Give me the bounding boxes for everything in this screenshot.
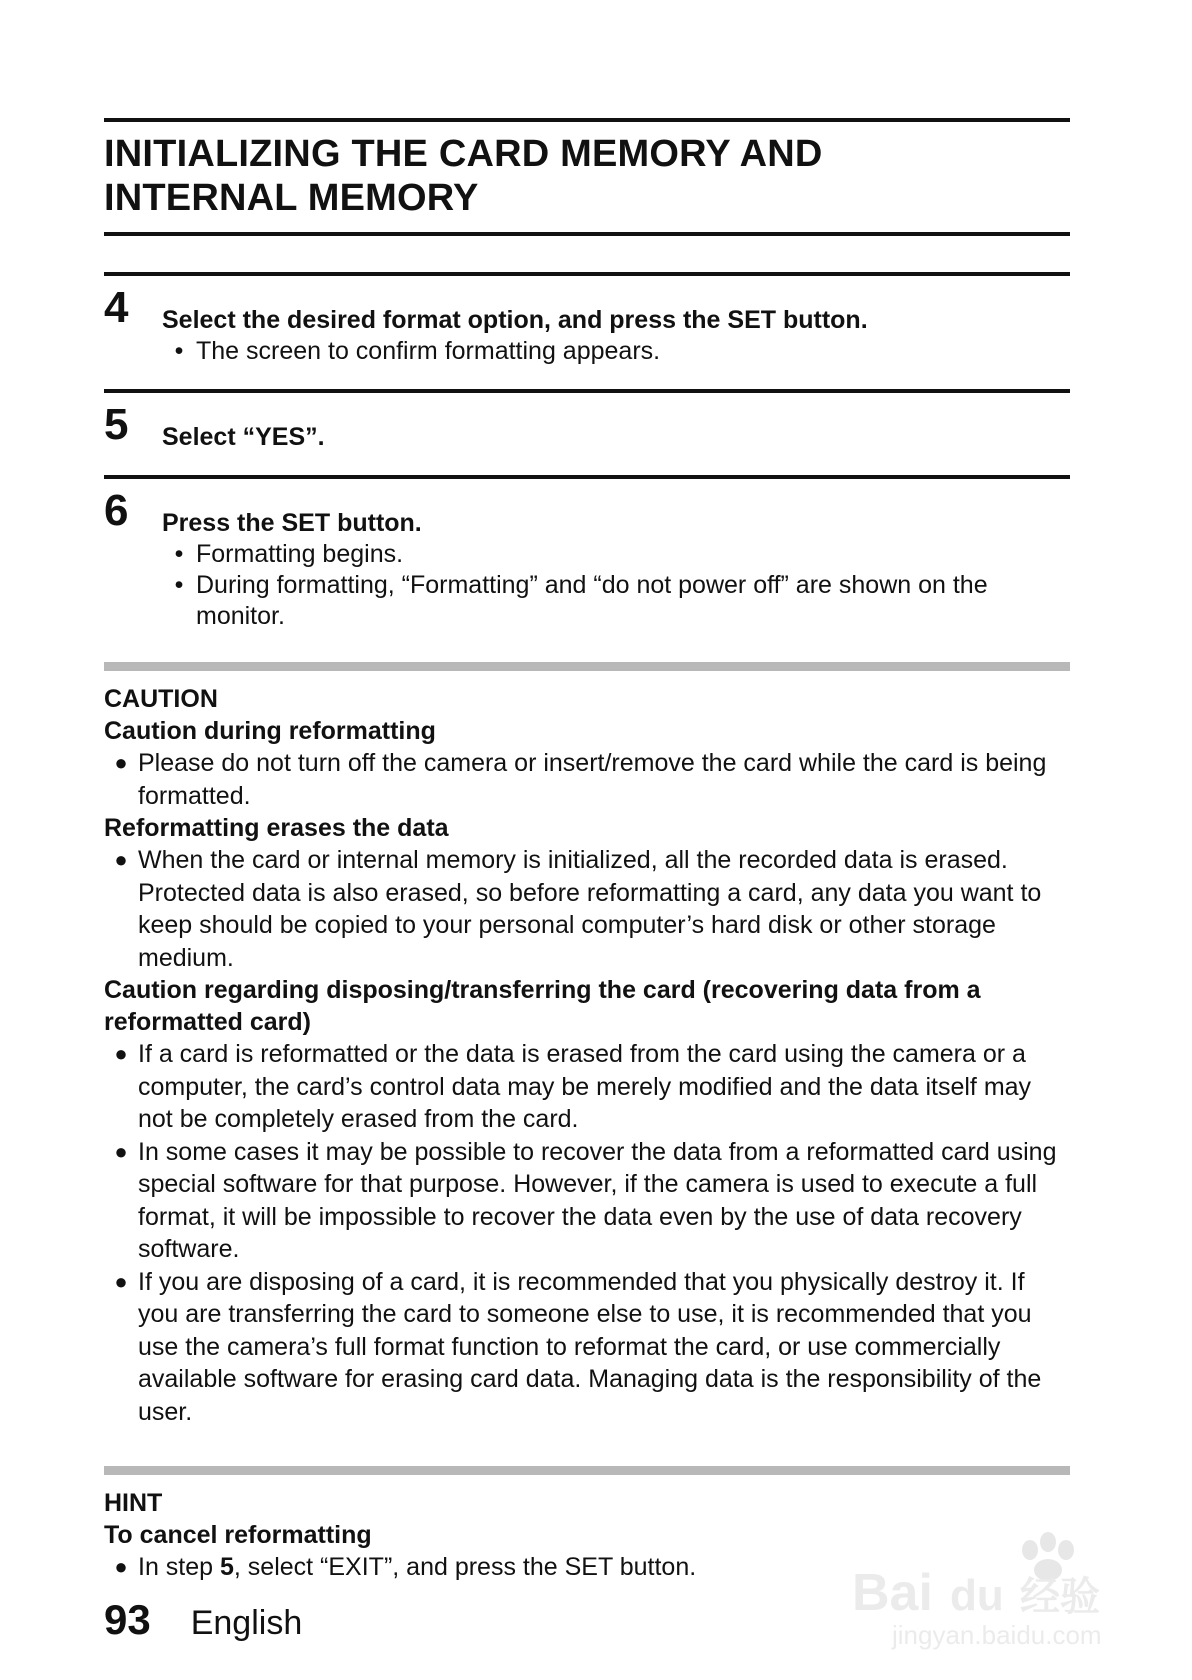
caution-note: ● If a card is reformatted or the data is erased from the card using the camera or a computer, the card’s control data may be merely modified and the data itself may not be completely erased from the card.	[104, 1038, 1070, 1136]
hint-note: ● In step 5, select “EXIT”, and press the SET button.	[104, 1551, 1070, 1584]
watermark-chinese: 经验	[1020, 1574, 1100, 1620]
step-5	[104, 401, 1070, 453]
bullet-icon: ●	[114, 1268, 128, 1294]
page-footer	[104, 1596, 302, 1644]
title-top-rule	[104, 118, 1070, 122]
step-bullet: • During formatting, “Formatting” and “do not power off” are shown on the monitor.	[174, 571, 988, 630]
page-title: INITIALIZING THE CARD MEMORY AND INTERNAL MEMORY	[104, 133, 823, 219]
step-4-rule	[104, 272, 1070, 276]
bullet-icon: ●	[114, 1554, 128, 1579]
step-6-rule	[104, 475, 1070, 479]
step-bullet: • The screen to confirm formatting appears.	[174, 337, 661, 365]
caution-note: ● When the card or internal memory is initialized, all the recorded data is erased. Protected data is also erased, so before reformatting a card, any data you want to keep should be copied to your personal computer’s hard disk or other storage medium.	[104, 844, 1070, 974]
step-bullet: • Formatting begins.	[174, 540, 404, 568]
step-number: 6	[104, 486, 129, 535]
bullet-icon: ●	[114, 1138, 128, 1164]
step-number: 5	[104, 400, 129, 449]
watermark-brand-right: du	[950, 1571, 1004, 1620]
caution-note: ● In some cases it may be possible to recover the data from a reformatted card using special software for that purpose. However, if the camera is used to execute a full format, it will be impossible to recover the data even by the use of data recovery software.	[104, 1136, 1070, 1266]
caution-rule	[104, 662, 1070, 671]
page-language: English	[190, 1604, 303, 1642]
caution-subhead: Caution during reformatting	[104, 717, 436, 745]
hint-rule	[104, 1466, 1070, 1475]
step-title: Select “YES”.	[162, 423, 325, 451]
step-4	[104, 284, 1070, 367]
page-number: 93	[104, 1596, 151, 1643]
baidu-watermark-icon	[852, 1520, 1152, 1650]
caution-section	[104, 683, 1070, 1428]
step-title: Select the desired format option, and press the SET button.	[162, 306, 868, 334]
step-title: Press the SET button.	[162, 509, 422, 537]
step-5-rule	[104, 389, 1070, 393]
caution-subhead: Caution regarding disposing/transferring the card (recovering data from a reformatted card)	[104, 976, 981, 1036]
watermark-brand-left: Bai	[852, 1564, 933, 1622]
hint-subhead: To cancel reformatting	[104, 1521, 372, 1549]
step-6	[104, 487, 1070, 632]
caution-note: ● Please do not turn off the camera or insert/remove the card while the card is being formatted.	[104, 747, 1070, 812]
caution-note: ● If you are disposing of a card, it is recommended that you physically destroy it. If you are transferring the card to someone else to use, it is recommended that you use the camera’s full format function to reformat the card, or use commercially available software for erasing card data. Managing data is the responsibility of the user.	[104, 1266, 1070, 1429]
watermark-url: jingyan.baidu.com	[892, 1620, 1102, 1650]
bullet-icon: ●	[114, 750, 128, 775]
bullet-icon: ●	[114, 847, 128, 872]
caution-label: CAUTION	[104, 685, 218, 713]
hint-label: HINT	[104, 1489, 163, 1517]
manual-page	[104, 118, 1070, 1584]
bullet-icon: ●	[114, 1041, 128, 1066]
step-number: 4	[104, 283, 129, 332]
caution-subhead: Reformatting erases the data	[104, 814, 449, 842]
